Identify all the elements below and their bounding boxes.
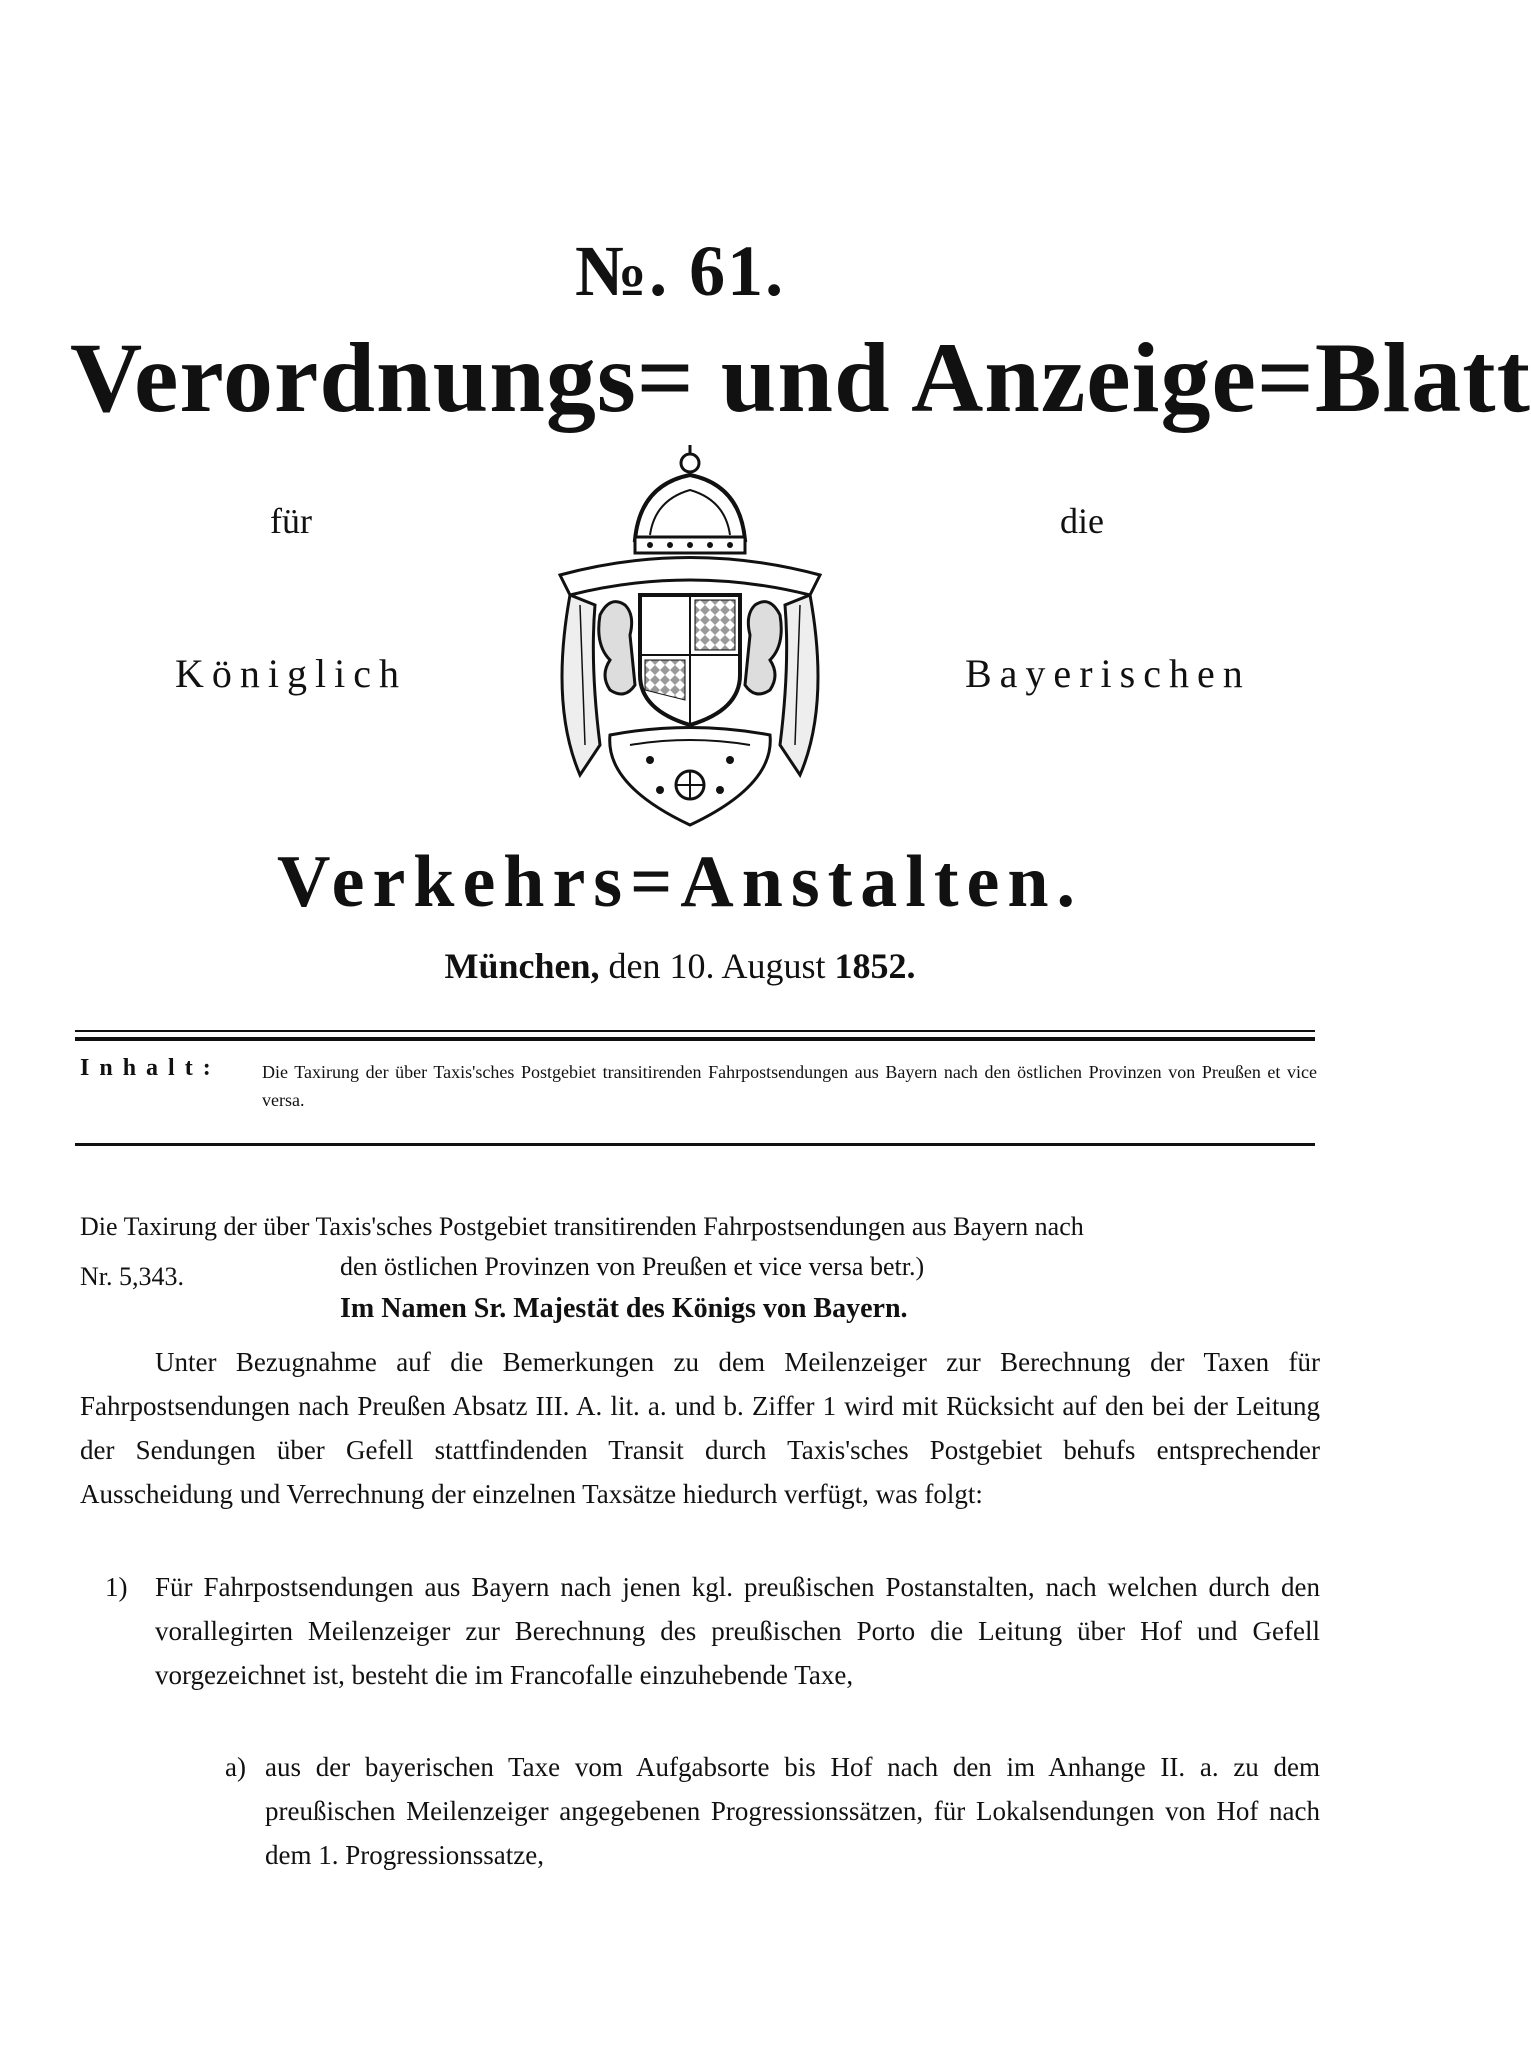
dateline-place: München, xyxy=(444,946,600,986)
royal-preamble: Im Namen Sr. Majestät des Königs von Bayern. xyxy=(340,1293,908,1324)
ordinance-number: Nr. 5,343. xyxy=(80,1262,184,1291)
dateline-date: den 10. August xyxy=(608,946,826,986)
issue-number: №. 61. xyxy=(574,231,786,311)
gazette-subtitle: Verkehrs=Anstalten. xyxy=(276,841,1084,923)
divider-top-thin xyxy=(75,1030,1315,1032)
contents-text: Die Taxirung der über Taxis'sches Postgebiet transitirenden Fahrpostsendungen aus Bayern nach den östlichen Provinzen von Preußen et vice versa. xyxy=(262,1062,1317,1110)
gazette-title: Verordnungs= und Anzeige=Blatt xyxy=(70,322,1531,433)
dateline-year: 1852. xyxy=(834,946,916,986)
dateline xyxy=(0,945,1360,987)
item-a-text: aus der bayerischen Taxe vom Aufgabsorte bis Hof nach den im Anhange II. a. zu dem preußischen Meilenzeiger angegebenen Progressionssätzen, für Lokalsendungen von Hof nach dem 1. Progressionssatze, xyxy=(265,1752,1320,1870)
ordinance-title-line1: Die Taxirung der über Taxis'sches Postgebiet transitirenden Fahrpostsendungen aus Bayern nach xyxy=(80,1212,1084,1241)
divider-bottom xyxy=(75,1143,1315,1146)
ordinance-item-1 xyxy=(105,1565,1320,1697)
item-a-label: a) xyxy=(225,1752,246,1782)
item-1-label: 1) xyxy=(105,1572,128,1602)
divider-top-thick xyxy=(75,1037,1315,1041)
ordinance-paragraph-1: Unter Bezugnahme auf die Bemerkungen zu dem Meilenzeiger zur Berechnung der Taxen für Fahrpostsendungen nach Preußen Absatz III. A. lit. a. und b. Ziffer 1 wird mit Rücksicht auf den bei der Leitung der Sendungen über Gefell stattfindenden Transit durch Taxis'sches Postgebiet behufs entsprechender Ausscheidung und Verrechnung der einzelnen Taxsätze hiedurch verfügt, was folgt: xyxy=(80,1347,1320,1509)
title-word-die: die xyxy=(1060,501,1104,541)
coat-of-arms-icon xyxy=(540,445,840,830)
item-1-text: Für Fahrpostsendungen aus Bayern nach jenen kgl. preußischen Postanstalten, nach welchen durch den vorallegirten Meilenzeiger zur Berechnung des preußischen Porto die Leitung über Hof und Gefell vorgezeichnet ist, besteht die im Francofalle einzuhebende Taxe, xyxy=(155,1572,1320,1690)
title-word-bayerischen: Bayerischen xyxy=(965,651,1251,696)
ordinance-title-line2: den östlichen Provinzen von Preußen et vice versa betr.) xyxy=(340,1252,925,1281)
ordinance-item-a xyxy=(225,1745,1320,1877)
title-word-fuer: für xyxy=(270,501,312,541)
title-word-koeniglich: Königlich xyxy=(175,651,407,696)
contents-label: Inhalt: xyxy=(80,1055,221,1081)
